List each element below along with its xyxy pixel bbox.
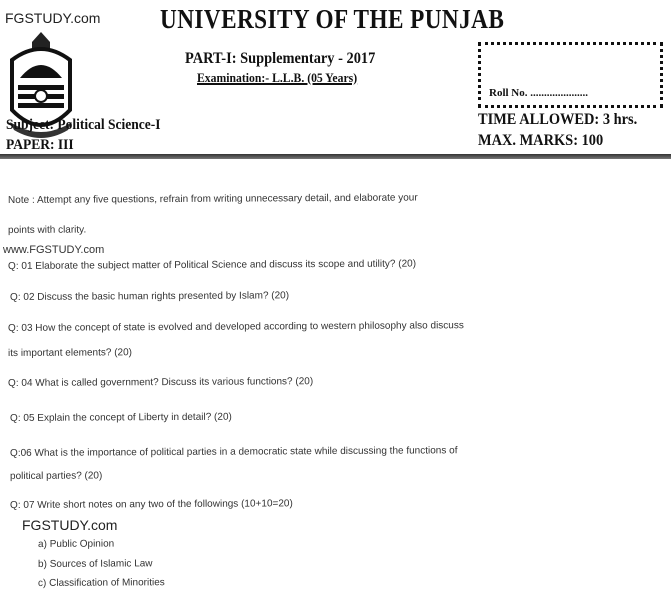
question-3: Q: 03 How the concept of state is evolved and developed according to western philosophy also discuss — [8, 320, 464, 334]
watermark: www.FGSTUDY.com — [3, 244, 105, 256]
question-5: Q: 05 Explain the concept of Liberty in detail? (20) — [10, 411, 232, 424]
question-6-cont: political parties? (20) — [10, 470, 103, 482]
roll-number-box[interactable] — [478, 42, 663, 108]
time-allowed: TIME ALLOWED: 3 hrs. — [478, 111, 638, 128]
max-marks: MAX. MARKS: 100 — [478, 132, 604, 149]
watermark: FGSTUDY.com — [22, 517, 118, 533]
watermark: FGSTUDY.com — [5, 10, 101, 26]
note-line: points with clarity. — [8, 224, 87, 236]
option-c: c) Classification of Minorities — [38, 577, 165, 589]
question-7: Q: 07 Write short notes on any two of the followings (10+10=20) — [10, 498, 293, 511]
question-6: Q:06 What is the importance of political parties in a democratic state while discussing the functions of — [10, 445, 458, 459]
examination: Examination:- L.L.B. (05 Years) — [197, 70, 358, 85]
note-line: Note : Attempt any five questions, refrain from writing unnecessary detail, and elaborate your — [8, 192, 418, 206]
question-1: Q: 01 Elaborate the subject matter of Political Science and discuss its scope and utility? (20) — [8, 258, 417, 272]
question-4: Q: 04 What is called government? Discuss its various functions? (20) — [8, 376, 314, 389]
paper: PAPER: III — [6, 137, 74, 153]
question-3-cont: its important elements? (20) — [8, 347, 133, 359]
option-b: b) Sources of Islamic Law — [38, 558, 153, 570]
header-divider — [0, 154, 671, 159]
subject: Subject: Political Science-I — [6, 117, 161, 133]
question-2: Q: 02 Discuss the basic human rights presented by Islam? (20) — [10, 290, 290, 303]
exam-part: PART-I: Supplementary - 2017 — [185, 50, 376, 67]
university-title: UNIVERSITY OF THE PUNJAB — [160, 4, 505, 34]
option-a: a) Public Opinion — [38, 538, 115, 550]
roll-number-label: Roll No. ..................... — [489, 87, 588, 99]
